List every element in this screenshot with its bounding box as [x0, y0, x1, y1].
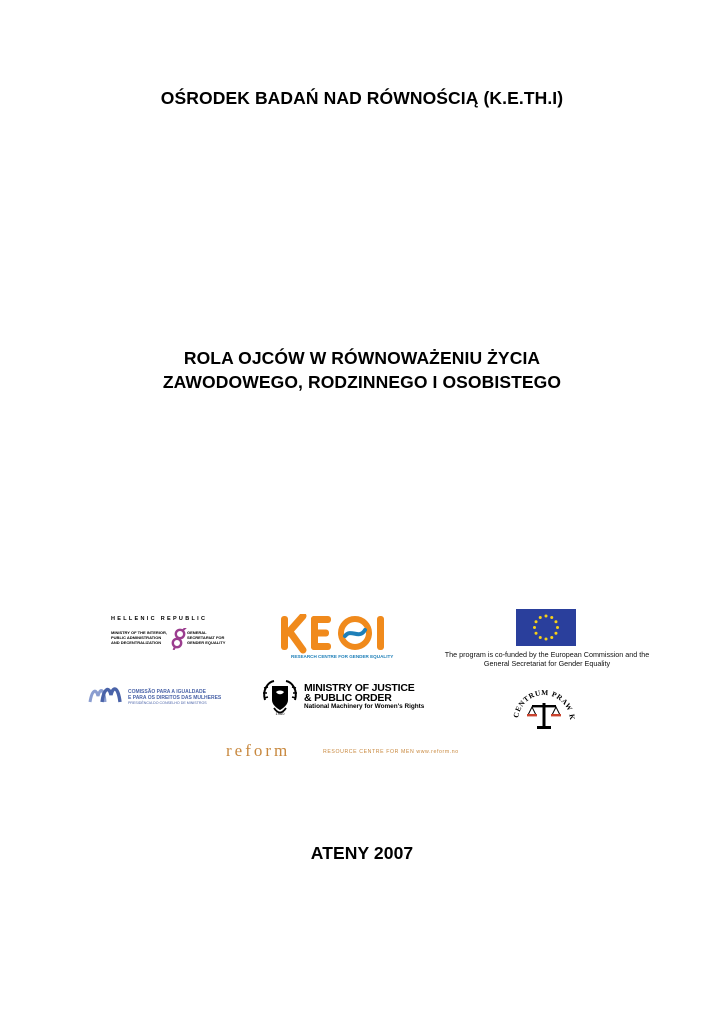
cig-logo — [88, 684, 233, 706]
cig-mm-icon — [88, 684, 126, 704]
cig-line-2: E PARA OS DIREITOS DAS MULHERES — [128, 695, 222, 701]
document-title-line-1: ROLA OJCÓW W RÓWNOWAŻENIU ŻYCIA — [183, 348, 541, 368]
cyprus-emblem-icon — [260, 678, 300, 716]
eu-caption-line-1: The program is co-funded by the European Commission and the — [444, 650, 650, 659]
cig-line-1: COMISSÃO PARA A IGUALDADE — [128, 689, 206, 695]
kethi-subtitle: RESEARCH CENTRE FOR GENDER EQUALITY — [291, 654, 394, 659]
cig-line-3: PRESIDÊNCIA DO CONSELHO DE MINISTROS — [128, 701, 207, 705]
hellenic-secretariat-text: GENERAL SECRETARIAT FOR GENDER EQUALITY — [187, 630, 226, 645]
eu-funding-caption — [432, 650, 662, 668]
cpk-arc-textpath: CENTRUM PRAW K — [511, 687, 578, 721]
svg-text:1960: 1960 — [275, 711, 285, 716]
reform-name: reform — [226, 741, 291, 760]
document-title — [0, 346, 724, 394]
hellenic-republic-title: HELLENIC REPUBLIC — [111, 616, 208, 622]
moj-line-2: & PUBLIC ORDER — [304, 692, 392, 704]
moj-line-3: National Machinery for Women's Rights — [304, 703, 425, 710]
scales-icon — [527, 703, 561, 729]
kethi-wordmark — [281, 614, 401, 654]
gender-symbol-icon — [171, 628, 187, 650]
eu-caption-line-2: General Secretariat for Gender Equality — [483, 659, 611, 668]
centrum-praw-kobiet-logo — [510, 681, 578, 733]
moj-line-1: MINISTRY OF JUSTICE — [304, 682, 415, 694]
hellenic-republic-logo — [110, 614, 226, 664]
institution-title: OŚRODEK BADAŃ NAD RÓWNOŚCIĄ (K.E.TH.I) — [160, 88, 564, 108]
reform-logo — [226, 741, 498, 763]
place-year: ATENY 2007 — [310, 843, 414, 863]
document-title-line-2: ZAWODOWEGO, RODZINNEGO I OSOBISTEGO — [162, 372, 562, 392]
hellenic-ministry-text: MINISTRY OF THE INTERIOR, PUBLIC ADMINISTRATION AND DECENTRALIZATION — [111, 630, 168, 645]
ministry-of-justice-logo — [260, 678, 430, 716]
kethi-logo — [281, 614, 401, 660]
eu-flag-icon — [516, 609, 576, 646]
reform-tagline: RESOURCE CENTRE FOR MEN www.reform.no — [323, 749, 459, 755]
